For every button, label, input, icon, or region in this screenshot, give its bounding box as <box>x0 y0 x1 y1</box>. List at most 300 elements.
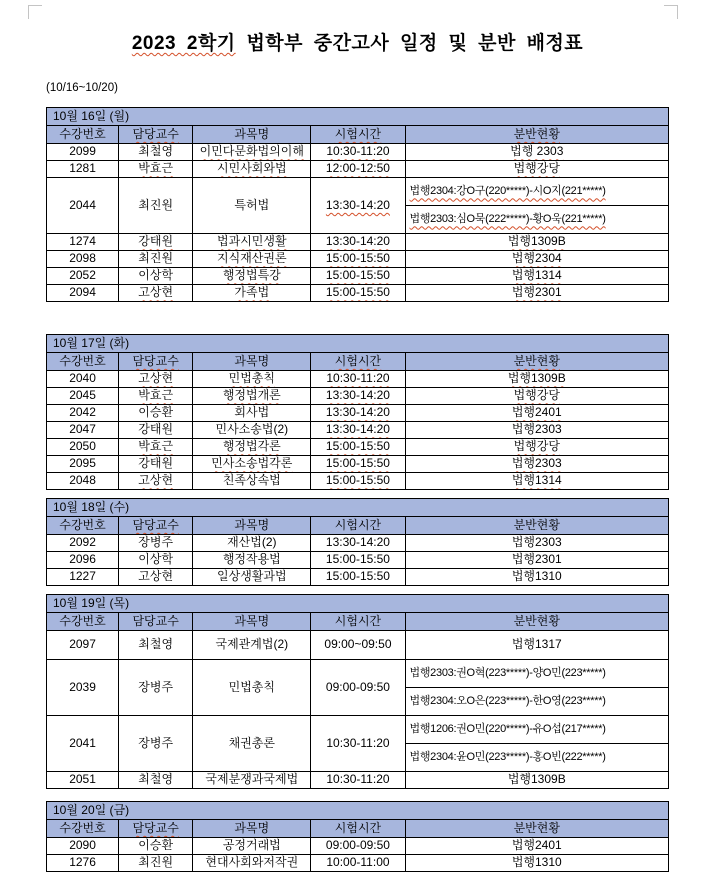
section-cell <box>405 285 668 302</box>
subject-cell <box>193 234 311 251</box>
day-header-cell <box>47 108 669 126</box>
section-cell <box>405 439 668 456</box>
cell-text: 2094 <box>69 285 96 300</box>
cell-text: 과목명 <box>234 820 270 835</box>
professor-cell <box>119 569 193 586</box>
cell-text: 공정거래법 <box>222 838 281 853</box>
cell-text: 행정법각론 <box>222 439 281 454</box>
time-cell <box>311 660 405 716</box>
column-header-0 <box>47 613 119 631</box>
course-no-cell <box>47 569 119 586</box>
column-header-2 <box>193 613 311 631</box>
cell-text: 13:30-14:20 <box>325 535 390 550</box>
column-header-0 <box>47 820 119 838</box>
section-cell <box>405 234 668 251</box>
cell-text: 법행강당 <box>513 161 560 176</box>
time-cell <box>311 268 405 285</box>
cell-text: 2050 <box>69 439 96 454</box>
course-no-cell <box>47 473 119 490</box>
column-header-1 <box>119 353 193 371</box>
cell-text: 법행1314 <box>511 473 562 488</box>
subject-cell <box>193 631 311 660</box>
cell-text: 2097 <box>69 637 96 652</box>
cell-text: 장병주 <box>138 535 174 550</box>
cell-text: 2048 <box>69 473 96 488</box>
subject-cell <box>193 535 311 552</box>
tables <box>46 107 669 872</box>
course-no-cell <box>47 772 119 789</box>
cell-text: 분반현황 <box>513 353 560 368</box>
cell-text: 법행2304:강O구(220*****)-시O지(221*****) <box>409 185 606 198</box>
subject-cell <box>193 473 311 490</box>
cell-text: 담당교수 <box>132 517 179 532</box>
time-cell <box>311 473 405 490</box>
professor-cell <box>119 268 193 285</box>
professor-cell <box>119 660 193 716</box>
cell-text: 시험시간 <box>334 613 382 628</box>
cell-text: 2051 <box>69 772 96 787</box>
professor-cell <box>119 161 193 178</box>
cell-text: 국제관계법(2) <box>215 637 289 652</box>
professor-cell <box>119 439 193 456</box>
cell-text: 채권총론 <box>228 735 275 750</box>
cell-text: 법행강당 <box>513 388 560 403</box>
cell-text: 수강번호 <box>59 517 106 532</box>
cell-text: 시험시간 <box>334 517 382 532</box>
cell-text: 2090 <box>69 838 96 853</box>
course-no-cell <box>47 535 119 552</box>
column-header-1 <box>119 820 193 838</box>
section-cell <box>405 144 668 161</box>
section-cell <box>405 716 668 744</box>
cell-text: 1274 <box>69 234 96 249</box>
cell-text: 담당교수 <box>132 126 179 141</box>
course-no-cell <box>47 285 119 302</box>
time-cell <box>311 838 405 855</box>
cell-text: 과목명 <box>234 517 270 532</box>
section-cell <box>405 838 668 855</box>
cell-text: 일상생활과법 <box>217 569 287 584</box>
column-header-0 <box>47 517 119 535</box>
cell-text: 고상현 <box>138 285 174 300</box>
cell-text: 수강번호 <box>59 126 106 141</box>
professor-cell <box>119 473 193 490</box>
professor-cell <box>119 178 193 234</box>
cell-text: 장병주 <box>138 735 174 750</box>
time-cell <box>311 439 405 456</box>
cell-text: 법행1309B <box>507 234 566 249</box>
cell-text: 10:30-11:20 <box>326 371 390 386</box>
course-no-cell <box>47 234 119 251</box>
professor-cell <box>119 422 193 439</box>
professor-cell <box>119 772 193 789</box>
subject-cell <box>193 552 311 569</box>
subject-cell <box>193 569 311 586</box>
time-cell <box>311 251 405 268</box>
cell-text: 1281 <box>69 161 96 176</box>
cell-text: 법행2303:심O묵(222*****)-황O욱(221*****) <box>409 213 606 226</box>
cell-text: 10월 20일 (금) <box>53 802 130 817</box>
day-header-cell <box>47 499 669 517</box>
cell-text: 강태원 <box>138 234 174 249</box>
cell-text: 법행1309B <box>507 371 566 386</box>
time-cell <box>311 569 405 586</box>
cell-text: 15:00-15:50 <box>325 552 390 567</box>
course-no-cell <box>47 144 119 161</box>
cell-text: 법행1309B <box>507 772 566 787</box>
cell-text: 최진원 <box>138 855 174 870</box>
cell-text: 민법총칙 <box>228 371 275 386</box>
subject-cell <box>193 422 311 439</box>
title-spellcheck-part: 2023 2학기 <box>131 33 236 54</box>
cell-text: 수강번호 <box>59 613 106 628</box>
cell-text: 2099 <box>69 144 96 159</box>
cell-text: 10:30-11:20 <box>326 735 390 750</box>
cell-text: 2041 <box>69 735 96 750</box>
cell-text: 회사법 <box>234 405 270 420</box>
cell-text: 2047 <box>69 422 96 437</box>
cell-text: 과목명 <box>234 613 270 628</box>
column-header-4 <box>405 353 668 371</box>
course-no-cell <box>47 552 119 569</box>
cell-text: 법행2304:오O은(223*****)-한O영(223*****) <box>409 695 606 708</box>
cell-text: 10월 17일 (화) <box>53 335 130 350</box>
column-header-2 <box>193 353 311 371</box>
professor-cell <box>119 552 193 569</box>
section-cell <box>405 371 668 388</box>
column-header-0 <box>47 353 119 371</box>
cell-text: 법행1310 <box>511 855 562 870</box>
course-no-cell <box>47 660 119 716</box>
document-content <box>46 0 669 872</box>
subject-cell <box>193 772 311 789</box>
professor-cell <box>119 285 193 302</box>
course-no-cell <box>47 631 119 660</box>
cell-text: 2045 <box>69 388 96 403</box>
cell-text: 법행1310 <box>511 569 562 584</box>
subject-cell <box>193 285 311 302</box>
cell-text: 고상현 <box>138 371 174 386</box>
column-header-3 <box>311 613 405 631</box>
cell-text: 법과시민생활 <box>217 234 287 249</box>
title-rest: 법학부 중간고사 일정 및 분반 배정표 <box>235 33 584 54</box>
section-cell <box>405 251 668 268</box>
cell-text: 과목명 <box>234 126 270 141</box>
cell-text: 시험시간 <box>334 353 382 368</box>
schedule-table-5 <box>46 801 669 872</box>
time-cell <box>311 405 405 422</box>
cell-text: 법행강당 <box>513 439 560 454</box>
course-no-cell <box>47 388 119 405</box>
cell-text: 가족법 <box>234 285 270 300</box>
subject-cell <box>193 251 311 268</box>
subject-cell <box>193 268 311 285</box>
cell-text: 담당교수 <box>132 353 179 368</box>
course-no-cell <box>47 838 119 855</box>
professor-cell <box>119 535 193 552</box>
cell-text: 13:30-14:20 <box>325 405 390 420</box>
column-header-1 <box>119 517 193 535</box>
subject-cell <box>193 439 311 456</box>
cell-text: 15:00-15:50 <box>325 251 390 266</box>
cell-text: 13:30-14:20 <box>325 234 390 249</box>
cell-text: 민사소송법각론 <box>211 456 293 471</box>
time-cell <box>311 855 405 872</box>
cell-text: 이승환 <box>138 405 174 420</box>
cell-text: 이상학 <box>138 268 174 283</box>
cell-text: 이민다문화법의이해 <box>199 144 304 159</box>
cell-text: 2040 <box>69 371 96 386</box>
time-cell <box>311 456 405 473</box>
cell-text: 최철영 <box>138 144 174 159</box>
cell-text: 시험시간 <box>334 820 382 835</box>
day-header-cell <box>47 802 669 820</box>
cell-text: 12:00-12:50 <box>325 161 390 176</box>
cell-text: 10:30-11:20 <box>326 144 390 159</box>
time-cell <box>311 285 405 302</box>
professor-cell <box>119 716 193 772</box>
cell-text: 재산법(2) <box>227 535 277 550</box>
section-cell <box>405 456 668 473</box>
cell-text: 09:00-09:50 <box>325 679 390 694</box>
cell-text: 법행2304 <box>511 251 562 266</box>
time-cell <box>311 388 405 405</box>
time-cell <box>311 552 405 569</box>
cell-text: 수강번호 <box>59 820 106 835</box>
column-header-3 <box>311 517 405 535</box>
column-header-2 <box>193 126 311 144</box>
subject-cell <box>193 716 311 772</box>
section-cell <box>405 161 668 178</box>
cell-text: 10월 18일 (수) <box>53 499 130 514</box>
section-cell <box>405 535 668 552</box>
subject-cell <box>193 371 311 388</box>
professor-cell <box>119 234 193 251</box>
time-cell <box>311 535 405 552</box>
column-header-1 <box>119 613 193 631</box>
column-header-4 <box>405 126 668 144</box>
cell-text: 2044 <box>69 197 96 212</box>
cell-text: 민사소송법(2) <box>215 422 289 437</box>
cell-text: 법행2401 <box>511 405 562 420</box>
column-header-0 <box>47 126 119 144</box>
cell-text: 2042 <box>69 405 96 420</box>
subject-cell <box>193 456 311 473</box>
cell-text: 법행2303 <box>511 456 562 471</box>
cell-text: 법행2303 <box>511 422 562 437</box>
subject-cell <box>193 855 311 872</box>
column-header-4 <box>405 820 668 838</box>
cell-text: 법행 2303 <box>510 144 564 159</box>
professor-cell <box>119 371 193 388</box>
professor-cell <box>119 388 193 405</box>
course-no-cell <box>47 716 119 772</box>
schedule-table-3 <box>46 498 669 586</box>
time-cell <box>311 178 405 234</box>
cell-text: 2052 <box>69 268 96 283</box>
column-header-3 <box>311 820 405 838</box>
cell-text: 이승환 <box>138 838 174 853</box>
subject-cell <box>193 161 311 178</box>
section-cell <box>405 178 668 206</box>
cell-text: 국제분쟁과국제법 <box>205 772 299 787</box>
course-no-cell <box>47 178 119 234</box>
cell-text: 이상학 <box>138 552 174 567</box>
cell-text: 박효근 <box>138 439 174 454</box>
professor-cell <box>119 838 193 855</box>
time-cell <box>311 422 405 439</box>
professor-cell <box>119 456 193 473</box>
section-cell <box>405 569 668 586</box>
column-header-2 <box>193 517 311 535</box>
cell-text: 09:00~09:50 <box>324 637 392 652</box>
professor-cell <box>119 855 193 872</box>
section-cell <box>405 631 668 660</box>
column-header-3 <box>311 353 405 371</box>
cell-text: 10:00-11:00 <box>326 855 390 870</box>
cell-text: 13:30-14:20 <box>325 388 390 403</box>
schedule-table-2 <box>46 334 669 490</box>
cell-text: 친족상속법 <box>222 473 281 488</box>
time-cell <box>311 234 405 251</box>
section-cell <box>405 744 668 772</box>
cell-text: 시험시간 <box>334 126 382 141</box>
professor-cell <box>119 251 193 268</box>
cell-text: 과목명 <box>234 353 270 368</box>
cell-text: 법행2303:권O혁(223*****)-양O민(223*****) <box>409 667 606 680</box>
cell-text: 15:00-15:50 <box>325 268 390 283</box>
cell-text: 법행1206:권O민(220*****)-유O섭(217*****) <box>409 723 606 736</box>
section-cell <box>405 388 668 405</box>
cell-text: 15:00-15:50 <box>325 285 390 300</box>
cell-text: 10월 16일 (월) <box>53 108 130 123</box>
subject-cell <box>193 838 311 855</box>
cell-text: 지식재산권론 <box>217 251 287 266</box>
cell-text: 09:00-09:50 <box>325 838 390 853</box>
course-no-cell <box>47 161 119 178</box>
cell-text: 10월 19일 (목) <box>53 595 130 610</box>
cell-text: 법행2301 <box>511 552 562 567</box>
cell-text: 1227 <box>69 569 96 584</box>
time-cell <box>311 631 405 660</box>
section-cell <box>405 772 668 789</box>
time-cell <box>311 161 405 178</box>
cell-text: 15:00-15:50 <box>325 569 390 584</box>
cell-text: 장병주 <box>138 679 174 694</box>
cell-text: 최철영 <box>138 772 174 787</box>
section-cell <box>405 688 668 716</box>
schedule-table-4 <box>46 594 669 789</box>
cell-text: 분반현황 <box>513 126 560 141</box>
section-cell <box>405 855 668 872</box>
cell-text: 2092 <box>69 535 96 550</box>
section-cell <box>405 473 668 490</box>
cell-text: 행정작용법 <box>222 552 281 567</box>
subject-cell <box>193 660 311 716</box>
cell-text: 박효근 <box>138 161 174 176</box>
professor-cell <box>119 631 193 660</box>
cell-text: 시민사회와법 <box>217 161 287 176</box>
subject-cell <box>193 388 311 405</box>
time-cell <box>311 371 405 388</box>
cell-text: 수강번호 <box>59 353 106 368</box>
cell-text: 15:00-15:50 <box>325 439 390 454</box>
section-cell <box>405 405 668 422</box>
course-no-cell <box>47 855 119 872</box>
schedule-table-1 <box>46 107 669 302</box>
cell-text: 최진원 <box>138 197 174 212</box>
cell-text: 2039 <box>69 679 96 694</box>
cell-text: 민법총칙 <box>228 679 275 694</box>
cell-text: 최진원 <box>138 251 174 266</box>
subject-cell <box>193 144 311 161</box>
cell-text: 2095 <box>69 456 96 471</box>
cell-text: 법행1314 <box>511 268 562 283</box>
page-margin-mark-left <box>28 5 42 19</box>
cell-text: 담당교수 <box>132 820 179 835</box>
subject-cell <box>193 405 311 422</box>
cell-text: 2096 <box>69 552 96 567</box>
section-cell <box>405 660 668 688</box>
column-header-4 <box>405 613 668 631</box>
course-no-cell <box>47 456 119 473</box>
cell-text: 담당교수 <box>132 613 179 628</box>
professor-cell <box>119 405 193 422</box>
column-header-3 <box>311 126 405 144</box>
course-no-cell <box>47 405 119 422</box>
time-cell <box>311 716 405 772</box>
cell-text: 현대사회와저작권 <box>205 855 299 870</box>
cell-text: 분반현황 <box>513 517 560 532</box>
day-header-cell <box>47 595 669 613</box>
section-cell <box>405 422 668 439</box>
cell-text: 법행2304:윤O민(223*****)-홍O빈(222*****) <box>409 751 606 764</box>
cell-text: 강태원 <box>138 422 174 437</box>
cell-text: 15:00-15:50 <box>325 456 390 471</box>
cell-text: 최철영 <box>138 637 174 652</box>
column-header-4 <box>405 517 668 535</box>
page-title <box>46 28 669 55</box>
course-no-cell <box>47 439 119 456</box>
cell-text: 박효근 <box>138 388 174 403</box>
cell-text: 고상현 <box>138 473 174 488</box>
cell-text: 13:30-14:20 <box>325 197 390 212</box>
column-header-2 <box>193 820 311 838</box>
cell-text: 15:00-15:50 <box>325 473 390 488</box>
cell-text: 강태원 <box>138 456 174 471</box>
column-header-1 <box>119 126 193 144</box>
cell-text: 1276 <box>69 855 96 870</box>
section-cell <box>405 206 668 234</box>
cell-text: 법행2401 <box>511 838 562 853</box>
course-no-cell <box>47 268 119 285</box>
cell-text: 행정법개론 <box>222 388 281 403</box>
cell-text: 법행2301 <box>511 285 562 300</box>
cell-text: 10:30-11:20 <box>326 772 390 787</box>
section-cell <box>405 268 668 285</box>
course-no-cell <box>47 251 119 268</box>
cell-text: 행정법특강 <box>222 268 281 283</box>
course-no-cell <box>47 422 119 439</box>
cell-text: 법행1317 <box>511 637 562 652</box>
cell-text: 고상현 <box>138 569 174 584</box>
cell-text: 법행2303 <box>511 535 562 550</box>
date-range: (10/16~10/20) <box>46 82 118 94</box>
section-cell <box>405 552 668 569</box>
subject-cell <box>193 178 311 234</box>
cell-text: 분반현황 <box>513 613 560 628</box>
course-no-cell <box>47 371 119 388</box>
